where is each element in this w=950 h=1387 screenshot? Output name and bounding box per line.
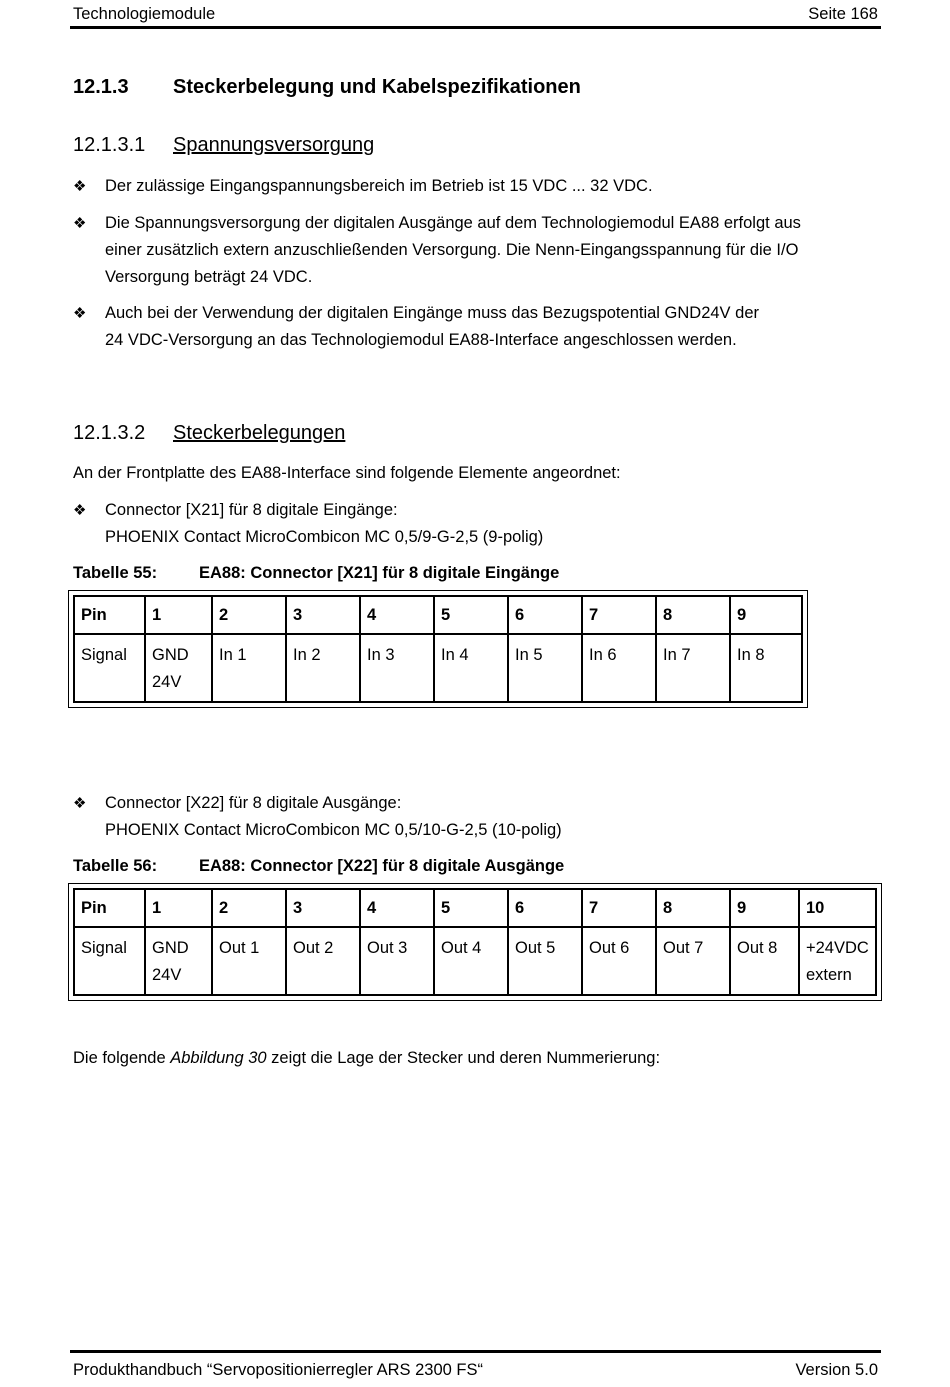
pin-header-cell: Pin bbox=[74, 596, 145, 634]
table56-frame bbox=[68, 883, 882, 1001]
signal-cell: Signal bbox=[74, 634, 145, 702]
footer-manual-title: Produkthandbuch “Servopositionierregler ARS 2300 FS“ bbox=[73, 1361, 483, 1379]
header-chapter: Technologiemodule bbox=[73, 5, 216, 23]
signal-cell: Out 5 bbox=[508, 927, 582, 995]
bullet-icon: ❖ bbox=[73, 215, 87, 232]
supply-bullet-line: Auch bei der Verwendung der digitalen Eingänge muss das Bezugspotential GND24V der bbox=[105, 304, 759, 322]
pin-header-cell: 3 bbox=[286, 889, 360, 927]
signal-cell: Signal bbox=[74, 927, 145, 995]
signal-cell: Out 1 bbox=[212, 927, 286, 995]
section-title: Steckerbelegung und Kabelspezifikationen bbox=[173, 76, 581, 98]
intro-paragraph: An der Frontplatte des EA88-Interface sind folgende Elemente angeordnet: bbox=[73, 464, 621, 482]
header-page-number: Seite 168 bbox=[808, 5, 878, 23]
signal-cell: Out 3 bbox=[360, 927, 434, 995]
table55-header-row bbox=[74, 596, 802, 634]
bullet-x21-line-2: PHOENIX Contact MicroCombicon MC 0,5/9-G-2,5 (9-polig) bbox=[105, 528, 544, 546]
signal-cell: In 1 bbox=[212, 634, 286, 702]
pin-header-cell: 1 bbox=[145, 889, 212, 927]
figure-reference: Abbildung 30 bbox=[170, 1049, 267, 1067]
supply-bullet-line: 24 VDC-Versorgung an das Technologiemodul EA88-Interface angeschlossen werden. bbox=[105, 331, 737, 349]
subsection-heading-1 bbox=[73, 134, 374, 157]
table56-title: EA88: Connector [X22] für 8 digitale Ausgänge bbox=[199, 857, 565, 875]
table55-frame bbox=[68, 590, 808, 708]
supply-bullet bbox=[73, 300, 873, 354]
pin-header-cell: 5 bbox=[434, 596, 508, 634]
signal-cell: In 7 bbox=[656, 634, 730, 702]
header-rule bbox=[70, 26, 881, 29]
bullet-x22-line-1: Connector [X22] für 8 digitale Ausgänge: bbox=[105, 794, 402, 812]
pin-header-cell: Pin bbox=[74, 889, 145, 927]
signal-cell: In 6 bbox=[582, 634, 656, 702]
pin-header-cell: 7 bbox=[582, 596, 656, 634]
signal-cell: In 3 bbox=[360, 634, 434, 702]
pin-header-cell: 4 bbox=[360, 596, 434, 634]
signal-cell: In 5 bbox=[508, 634, 582, 702]
pin-header-cell: 8 bbox=[656, 889, 730, 927]
pin-header-cell: 1 bbox=[145, 596, 212, 634]
footer-version: Version 5.0 bbox=[795, 1361, 878, 1379]
signal-cell: Out 4 bbox=[434, 927, 508, 995]
table55-label: Tabelle 55: bbox=[73, 564, 158, 582]
table56 bbox=[73, 888, 877, 996]
signal-cell: In 2 bbox=[286, 634, 360, 702]
pin-header-cell: 2 bbox=[212, 889, 286, 927]
signal-cell: In 4 bbox=[434, 634, 508, 702]
pin-header-cell: 2 bbox=[212, 596, 286, 634]
footer-rule bbox=[70, 1350, 881, 1353]
table56-header-row bbox=[74, 889, 876, 927]
bullet-x21 bbox=[73, 497, 873, 551]
signal-cell: +24VDC extern bbox=[799, 927, 876, 995]
supply-bullet bbox=[73, 173, 873, 200]
supply-bullet bbox=[73, 210, 873, 291]
signal-cell: Out 7 bbox=[656, 927, 730, 995]
pin-header-cell: 7 bbox=[582, 889, 656, 927]
closing-paragraph bbox=[73, 1045, 660, 1072]
table55-title: EA88: Connector [X21] für 8 digitale Eingänge bbox=[199, 564, 560, 582]
pin-header-cell: 10 bbox=[799, 889, 876, 927]
supply-bullet-line: einer zusätzlich extern anzuschließenden Versorgung. Die Nenn-Eingangsspannung für die I/O bbox=[105, 241, 799, 259]
pin-header-cell: 3 bbox=[286, 596, 360, 634]
section-number: 12.1.3 bbox=[73, 76, 129, 98]
pin-header-cell: 4 bbox=[360, 889, 434, 927]
pin-header-cell: 5 bbox=[434, 889, 508, 927]
subsection-heading-2 bbox=[73, 422, 345, 445]
bullet-icon: ❖ bbox=[73, 305, 87, 322]
subsection-number: 12.1.3.1 bbox=[73, 134, 146, 156]
signal-cell: In 8 bbox=[730, 634, 802, 702]
table55-signal-row bbox=[74, 634, 802, 702]
table56-signal-row bbox=[74, 927, 876, 995]
table55-caption bbox=[73, 564, 559, 583]
bullet-x22 bbox=[73, 790, 873, 844]
bullet-x21-line-1: Connector [X21] für 8 digitale Eingänge: bbox=[105, 501, 398, 519]
signal-cell: Out 6 bbox=[582, 927, 656, 995]
pin-header-cell: 9 bbox=[730, 889, 799, 927]
bullet-x22-line-2: PHOENIX Contact MicroCombicon MC 0,5/10-G-2,5 (10-polig) bbox=[105, 821, 562, 839]
subsection-number: 12.1.3.2 bbox=[73, 422, 146, 444]
signal-cell: GND 24V bbox=[145, 634, 212, 702]
signal-cell: Out 8 bbox=[730, 927, 799, 995]
supply-bullet-line: Die Spannungsversorgung der digitalen Ausgänge auf dem Technologiemodul EA88 erfolgt aus bbox=[105, 214, 801, 232]
bullet-icon: ❖ bbox=[73, 178, 87, 195]
subsection-title: Spannungsversorgung bbox=[173, 134, 375, 156]
supply-bullet-line: Versorgung beträgt 24 VDC. bbox=[105, 268, 313, 286]
signal-cell: Out 2 bbox=[286, 927, 360, 995]
bullet-icon: ❖ bbox=[73, 502, 87, 519]
closing-text-before: Die folgende bbox=[73, 1049, 171, 1067]
subsection-title: Steckerbelegungen bbox=[173, 422, 346, 444]
pin-header-cell: 6 bbox=[508, 889, 582, 927]
pin-header-cell: 8 bbox=[656, 596, 730, 634]
section-heading bbox=[73, 76, 581, 99]
bullet-icon: ❖ bbox=[73, 795, 87, 812]
supply-bullet-line: Der zulässige Eingangspannungsbereich im Betrieb ist 15 VDC ... 32 VDC. bbox=[105, 177, 653, 195]
pin-header-cell: 9 bbox=[730, 596, 802, 634]
table56-label: Tabelle 56: bbox=[73, 857, 158, 875]
pin-header-cell: 6 bbox=[508, 596, 582, 634]
closing-text-after: zeigt die Lage der Stecker und deren Nummerierung: bbox=[266, 1049, 661, 1067]
signal-cell: GND 24V bbox=[145, 927, 212, 995]
table55 bbox=[73, 595, 803, 703]
table56-caption bbox=[73, 857, 564, 876]
